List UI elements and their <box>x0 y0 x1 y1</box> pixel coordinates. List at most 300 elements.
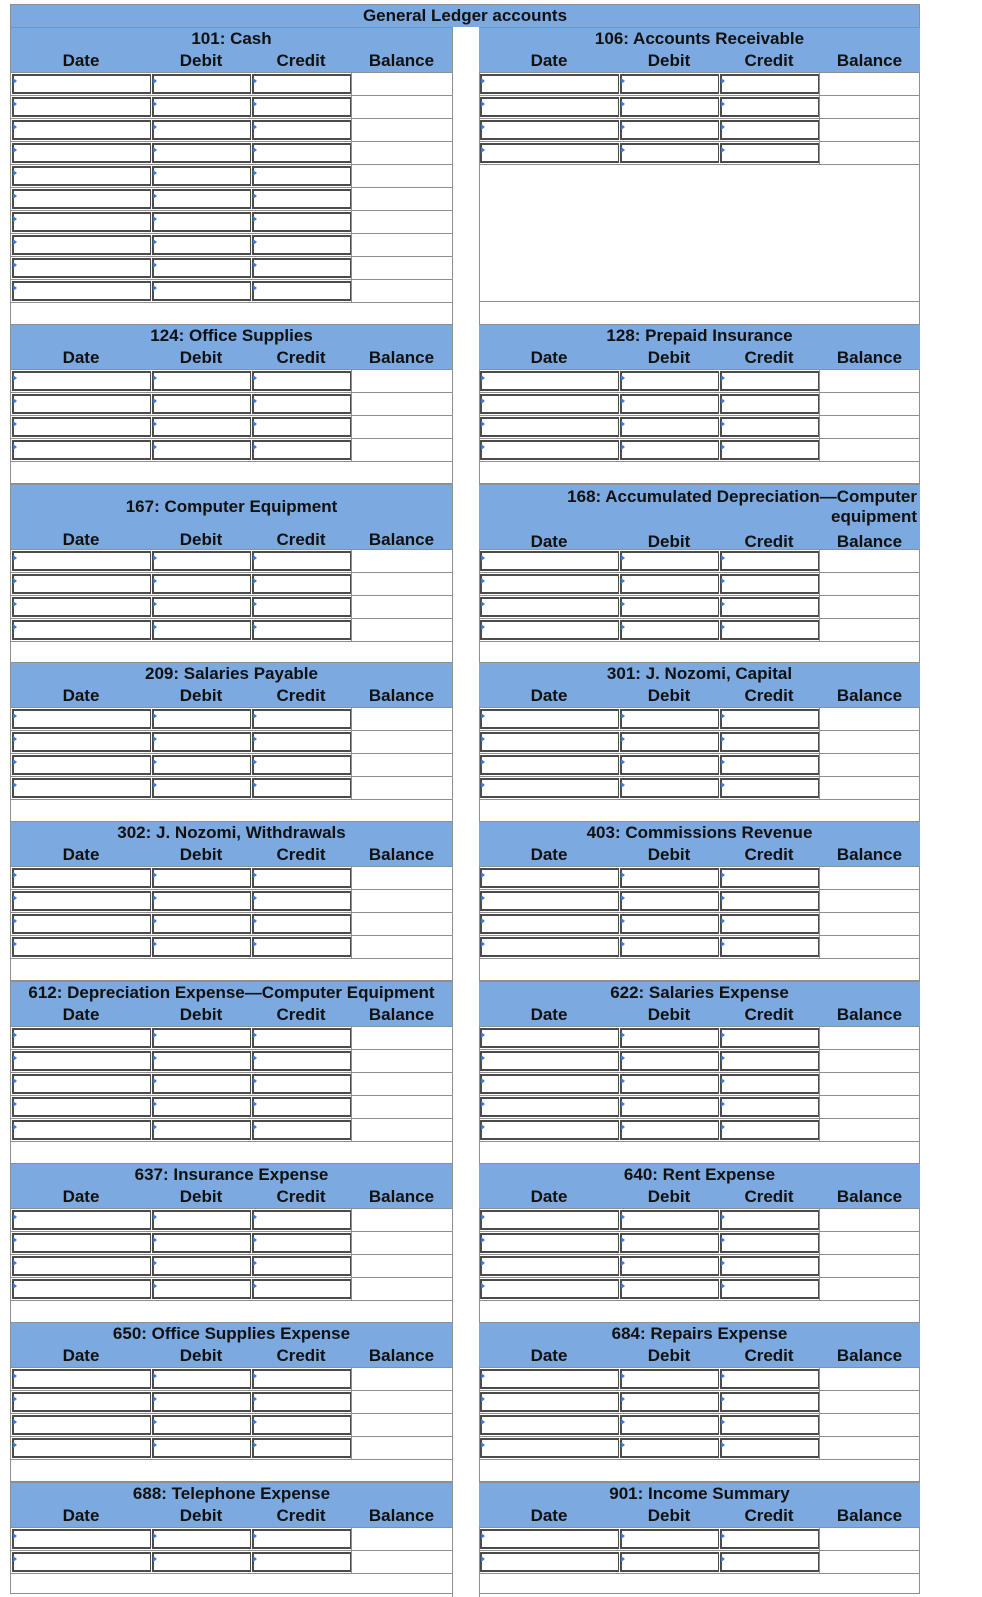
date-input[interactable] <box>12 891 151 911</box>
date-input[interactable] <box>12 417 151 437</box>
debit-input[interactable] <box>152 597 251 617</box>
credit-input[interactable] <box>252 937 351 957</box>
debit-input[interactable] <box>620 1051 719 1071</box>
date-input[interactable] <box>12 394 151 414</box>
balance-cell <box>819 1255 920 1277</box>
date-input[interactable] <box>12 1074 151 1094</box>
credit-input[interactable] <box>720 74 819 94</box>
balance-cell <box>819 913 920 935</box>
debit-input[interactable] <box>152 1097 251 1117</box>
debit-input[interactable] <box>620 891 719 911</box>
date-input[interactable] <box>480 1415 619 1435</box>
credit-input[interactable] <box>720 417 819 437</box>
credit-input[interactable] <box>720 97 819 117</box>
date-input[interactable] <box>12 709 151 729</box>
ledger-entry-row <box>11 1209 452 1232</box>
credit-input[interactable] <box>252 1552 351 1572</box>
debit-input[interactable] <box>152 1256 251 1276</box>
ledger-entry-row <box>479 1368 920 1391</box>
date-input[interactable] <box>12 574 151 594</box>
ledger-entry-row <box>479 119 920 142</box>
date-input[interactable] <box>12 143 151 163</box>
debit-input[interactable] <box>152 778 251 798</box>
date-input[interactable] <box>480 1529 619 1549</box>
credit-input[interactable] <box>252 620 351 640</box>
date-input[interactable] <box>12 1438 151 1458</box>
debit-input[interactable] <box>620 371 719 391</box>
credit-column-header: Credit <box>744 1005 794 1024</box>
credit-input[interactable] <box>252 1028 351 1048</box>
date-input[interactable] <box>480 1369 619 1389</box>
credit-input[interactable] <box>252 1210 351 1230</box>
date-input[interactable] <box>480 417 619 437</box>
date-input[interactable] <box>12 235 151 255</box>
debit-input[interactable] <box>152 1438 251 1458</box>
date-input[interactable] <box>12 755 151 775</box>
credit-input[interactable] <box>720 620 819 640</box>
credit-input[interactable] <box>252 1415 351 1435</box>
credit-input[interactable] <box>720 440 819 460</box>
date-input[interactable] <box>12 440 151 460</box>
ledger-entry-row <box>11 596 452 619</box>
account-title: 403: Commissions Revenue <box>586 823 813 842</box>
credit-input[interactable] <box>252 778 351 798</box>
credit-input[interactable] <box>720 1028 819 1048</box>
date-input[interactable] <box>480 74 619 94</box>
ledger-entry-row <box>479 890 920 913</box>
credit-input[interactable] <box>252 732 351 752</box>
date-input[interactable] <box>480 1120 619 1140</box>
date-input[interactable] <box>12 1028 151 1048</box>
date-input[interactable] <box>12 212 151 232</box>
credit-input[interactable] <box>252 891 351 911</box>
debit-input[interactable] <box>620 868 719 888</box>
debit-input[interactable] <box>152 189 251 209</box>
debit-input[interactable] <box>620 1028 719 1048</box>
debit-column-header: Debit <box>647 532 691 551</box>
account-612 <box>11 981 452 1142</box>
credit-input[interactable] <box>720 778 819 798</box>
credit-input[interactable] <box>720 120 819 140</box>
ledger-entry-row <box>479 708 920 731</box>
ledger-entry-row <box>479 1528 920 1551</box>
account-title: 124: Office Supplies <box>150 326 313 345</box>
date-column-header: Date <box>530 532 568 551</box>
date-input[interactable] <box>480 732 619 752</box>
debit-input[interactable] <box>152 371 251 391</box>
account-650 <box>11 1322 452 1482</box>
debit-input[interactable] <box>152 417 251 437</box>
debit-input[interactable] <box>620 440 719 460</box>
date-input[interactable] <box>480 1233 619 1253</box>
debit-input[interactable] <box>152 709 251 729</box>
credit-input[interactable] <box>720 1529 819 1549</box>
date-input[interactable] <box>480 394 619 414</box>
credit-input[interactable] <box>252 1233 351 1253</box>
debit-column-header: Debit <box>179 845 223 864</box>
date-input[interactable] <box>12 1233 151 1253</box>
credit-input[interactable] <box>720 1392 819 1412</box>
date-input[interactable] <box>12 937 151 957</box>
debit-input[interactable] <box>620 1210 719 1230</box>
debit-input[interactable] <box>152 74 251 94</box>
credit-input[interactable] <box>252 1051 351 1071</box>
debit-input[interactable] <box>152 1552 251 1572</box>
debit-input[interactable] <box>152 97 251 117</box>
balance-cell <box>351 257 452 279</box>
debit-input[interactable] <box>152 620 251 640</box>
credit-input[interactable] <box>252 1529 351 1549</box>
debit-input[interactable] <box>620 1552 719 1572</box>
credit-input[interactable] <box>252 1369 351 1389</box>
credit-input[interactable] <box>252 417 351 437</box>
debit-input[interactable] <box>620 709 719 729</box>
column-headers <box>479 347 920 369</box>
date-input[interactable] <box>12 1415 151 1435</box>
date-input[interactable] <box>12 281 151 301</box>
date-input[interactable] <box>12 258 151 278</box>
debit-input[interactable] <box>620 937 719 957</box>
date-input[interactable] <box>12 732 151 752</box>
ledger-entry-row <box>11 416 452 439</box>
credit-input[interactable] <box>720 709 819 729</box>
debit-input[interactable] <box>152 755 251 775</box>
credit-input[interactable] <box>252 1097 351 1117</box>
credit-input[interactable] <box>252 74 351 94</box>
credit-input[interactable] <box>720 1051 819 1071</box>
credit-input[interactable] <box>720 597 819 617</box>
account-header <box>11 1322 452 1368</box>
debit-input[interactable] <box>620 1369 719 1389</box>
debit-input[interactable] <box>152 1529 251 1549</box>
credit-input[interactable] <box>252 189 351 209</box>
credit-input[interactable] <box>720 1210 819 1230</box>
debit-input[interactable] <box>152 1074 251 1094</box>
debit-input[interactable] <box>620 143 719 163</box>
debit-input[interactable] <box>152 1369 251 1389</box>
date-input[interactable] <box>480 1552 619 1572</box>
date-input[interactable] <box>12 1097 151 1117</box>
balance-cell <box>819 439 920 461</box>
date-column-header: Date <box>530 845 568 864</box>
ledger-entry-row <box>11 73 452 96</box>
debit-input[interactable] <box>620 120 719 140</box>
credit-input[interactable] <box>720 551 819 571</box>
debit-input[interactable] <box>152 281 251 301</box>
date-input[interactable] <box>12 189 151 209</box>
credit-input[interactable] <box>252 143 351 163</box>
debit-input[interactable] <box>152 235 251 255</box>
ledger-entry-row <box>11 280 452 303</box>
debit-input[interactable] <box>152 1233 251 1253</box>
debit-input[interactable] <box>152 1120 251 1140</box>
credit-input[interactable] <box>720 1233 819 1253</box>
date-column-header: Date <box>530 686 568 705</box>
balance-cell <box>819 1414 920 1436</box>
date-input[interactable] <box>12 120 151 140</box>
date-input[interactable] <box>12 74 151 94</box>
balance-cell <box>819 370 920 392</box>
debit-input[interactable] <box>620 1392 719 1412</box>
date-input[interactable] <box>12 1392 151 1412</box>
balance-column-header: Balance <box>836 348 903 367</box>
credit-input[interactable] <box>252 597 351 617</box>
credit-input[interactable] <box>252 1279 351 1299</box>
credit-input[interactable] <box>720 1074 819 1094</box>
credit-column-header: Credit <box>744 51 794 70</box>
debit-input[interactable] <box>152 732 251 752</box>
debit-input[interactable] <box>152 143 251 163</box>
account-header <box>11 324 452 370</box>
debit-input[interactable] <box>152 574 251 594</box>
credit-input[interactable] <box>720 1120 819 1140</box>
debit-input[interactable] <box>620 755 719 775</box>
credit-input[interactable] <box>252 1120 351 1140</box>
credit-input[interactable] <box>720 1279 819 1299</box>
date-input[interactable] <box>480 551 619 571</box>
balance-cell <box>351 188 452 210</box>
date-input[interactable] <box>12 914 151 934</box>
debit-input[interactable] <box>620 551 719 571</box>
credit-input[interactable] <box>720 1552 819 1572</box>
ledger-entry-row <box>479 777 920 800</box>
account-header <box>479 1163 920 1209</box>
balance-cell <box>351 234 452 256</box>
date-input[interactable] <box>480 620 619 640</box>
date-input[interactable] <box>12 1051 151 1071</box>
debit-input[interactable] <box>152 937 251 957</box>
date-input[interactable] <box>12 1529 151 1549</box>
debit-input[interactable] <box>620 1279 719 1299</box>
date-input[interactable] <box>480 755 619 775</box>
date-input[interactable] <box>480 1097 619 1117</box>
account-header <box>11 1163 452 1209</box>
balance-cell <box>819 119 920 141</box>
credit-input[interactable] <box>720 914 819 934</box>
date-input[interactable] <box>480 778 619 798</box>
debit-input[interactable] <box>152 914 251 934</box>
date-input[interactable] <box>480 1074 619 1094</box>
debit-input[interactable] <box>620 1120 719 1140</box>
credit-input[interactable] <box>252 258 351 278</box>
credit-input[interactable] <box>252 551 351 571</box>
date-input[interactable] <box>12 868 151 888</box>
date-column-header: Date <box>62 51 100 70</box>
balance-column-header: Balance <box>368 845 435 864</box>
debit-input[interactable] <box>152 1279 251 1299</box>
date-input[interactable] <box>480 1210 619 1230</box>
credit-input[interactable] <box>252 1074 351 1094</box>
debit-input[interactable] <box>152 120 251 140</box>
debit-input[interactable] <box>152 891 251 911</box>
debit-input[interactable] <box>620 97 719 117</box>
date-input[interactable] <box>480 371 619 391</box>
date-input[interactable] <box>480 143 619 163</box>
date-input[interactable] <box>480 1438 619 1458</box>
balance-cell <box>819 1050 920 1072</box>
debit-input[interactable] <box>620 74 719 94</box>
credit-input[interactable] <box>252 440 351 460</box>
date-input[interactable] <box>12 1369 151 1389</box>
debit-input[interactable] <box>620 778 719 798</box>
date-input[interactable] <box>12 597 151 617</box>
credit-input[interactable] <box>720 394 819 414</box>
ledger-entry-row <box>11 393 452 416</box>
account-title: 101: Cash <box>191 29 272 48</box>
debit-input[interactable] <box>620 1097 719 1117</box>
debit-input[interactable] <box>620 417 719 437</box>
date-input[interactable] <box>480 1051 619 1071</box>
credit-input[interactable] <box>720 371 819 391</box>
date-input[interactable] <box>12 551 151 571</box>
balance-cell <box>351 211 452 233</box>
credit-input[interactable] <box>720 732 819 752</box>
date-column-header: Date <box>530 348 568 367</box>
credit-input[interactable] <box>720 891 819 911</box>
date-input[interactable] <box>12 1279 151 1299</box>
debit-input[interactable] <box>620 914 719 934</box>
ledger-entry-row <box>11 1255 452 1278</box>
date-input[interactable] <box>12 620 151 640</box>
debit-input[interactable] <box>152 551 251 571</box>
debit-input[interactable] <box>620 1233 719 1253</box>
credit-input[interactable] <box>252 1256 351 1276</box>
credit-input[interactable] <box>252 709 351 729</box>
column-headers <box>11 1505 452 1527</box>
ledger-entry-row <box>11 867 452 890</box>
credit-input[interactable] <box>252 120 351 140</box>
date-input[interactable] <box>12 97 151 117</box>
balance-cell <box>819 1027 920 1049</box>
ledger-entry-row <box>479 1073 920 1096</box>
date-input[interactable] <box>480 891 619 911</box>
credit-input[interactable] <box>252 97 351 117</box>
credit-input[interactable] <box>720 1256 819 1276</box>
credit-input[interactable] <box>720 937 819 957</box>
credit-input[interactable] <box>252 166 351 186</box>
credit-input[interactable] <box>252 574 351 594</box>
date-input[interactable] <box>480 1028 619 1048</box>
date-input[interactable] <box>480 868 619 888</box>
credit-input[interactable] <box>720 1438 819 1458</box>
debit-input[interactable] <box>152 166 251 186</box>
date-input[interactable] <box>12 1552 151 1572</box>
debit-input[interactable] <box>620 732 719 752</box>
balance-cell <box>351 1528 452 1550</box>
date-input[interactable] <box>480 97 619 117</box>
balance-cell <box>819 777 920 799</box>
credit-column-header: Credit <box>276 1005 326 1024</box>
credit-input[interactable] <box>252 371 351 391</box>
credit-input[interactable] <box>720 143 819 163</box>
credit-input[interactable] <box>252 1438 351 1458</box>
ledger-entry-row <box>11 1073 452 1096</box>
account-title: 612: Depreciation Expense—Computer Equipment <box>28 983 435 1002</box>
balance-cell <box>351 1437 452 1459</box>
debit-input[interactable] <box>620 620 719 640</box>
balance-cell <box>351 619 452 641</box>
ledger-entry-row <box>11 619 452 642</box>
ledger-entry-row <box>11 1027 452 1050</box>
account-209 <box>11 662 452 822</box>
date-input[interactable] <box>480 597 619 617</box>
credit-input[interactable] <box>252 281 351 301</box>
debit-input[interactable] <box>152 1028 251 1048</box>
debit-input[interactable] <box>152 394 251 414</box>
debit-input[interactable] <box>152 440 251 460</box>
ledger-entry-row <box>11 96 452 119</box>
date-input[interactable] <box>12 1210 151 1230</box>
debit-input[interactable] <box>620 597 719 617</box>
date-input[interactable] <box>480 440 619 460</box>
debit-input[interactable] <box>620 1438 719 1458</box>
balance-cell <box>351 731 452 753</box>
date-column-header: Date <box>530 1005 568 1024</box>
debit-input[interactable] <box>152 1415 251 1435</box>
debit-input[interactable] <box>152 1392 251 1412</box>
credit-input[interactable] <box>252 394 351 414</box>
balance-column-header: Balance <box>836 532 903 551</box>
credit-input[interactable] <box>720 755 819 775</box>
column-headers <box>11 1186 452 1208</box>
date-input[interactable] <box>12 1120 151 1140</box>
credit-input[interactable] <box>252 212 351 232</box>
date-input[interactable] <box>480 574 619 594</box>
credit-input[interactable] <box>252 914 351 934</box>
credit-column-header: Credit <box>744 1187 794 1206</box>
debit-input[interactable] <box>152 212 251 232</box>
credit-input[interactable] <box>720 1097 819 1117</box>
account-title: 167: Computer Equipment <box>125 497 338 516</box>
date-input[interactable] <box>12 371 151 391</box>
debit-input[interactable] <box>152 1051 251 1071</box>
debit-input[interactable] <box>620 1529 719 1549</box>
debit-input[interactable] <box>152 258 251 278</box>
date-input[interactable] <box>480 1392 619 1412</box>
credit-input[interactable] <box>252 868 351 888</box>
debit-input[interactable] <box>620 394 719 414</box>
column-headers <box>479 844 920 866</box>
account-301 <box>479 662 920 822</box>
date-input[interactable] <box>480 1256 619 1276</box>
credit-input[interactable] <box>252 755 351 775</box>
date-input[interactable] <box>480 709 619 729</box>
debit-input[interactable] <box>620 1074 719 1094</box>
credit-input[interactable] <box>720 574 819 594</box>
date-input[interactable] <box>480 1279 619 1299</box>
credit-input[interactable] <box>252 235 351 255</box>
debit-input[interactable] <box>152 868 251 888</box>
credit-input[interactable] <box>720 1415 819 1435</box>
debit-input[interactable] <box>620 574 719 594</box>
ledger-entry-row <box>479 936 920 959</box>
ledger-entry-row <box>479 416 920 439</box>
date-input[interactable] <box>12 1256 151 1276</box>
date-input[interactable] <box>480 120 619 140</box>
date-input[interactable] <box>12 778 151 798</box>
date-input[interactable] <box>480 937 619 957</box>
ledger-entry-row <box>479 619 920 642</box>
credit-input[interactable] <box>720 868 819 888</box>
balance-cell <box>819 890 920 912</box>
credit-input[interactable] <box>720 1369 819 1389</box>
debit-input[interactable] <box>620 1256 719 1276</box>
credit-input[interactable] <box>252 1392 351 1412</box>
date-input[interactable] <box>12 166 151 186</box>
date-input[interactable] <box>480 914 619 934</box>
debit-input[interactable] <box>152 1210 251 1230</box>
debit-input[interactable] <box>620 1415 719 1435</box>
